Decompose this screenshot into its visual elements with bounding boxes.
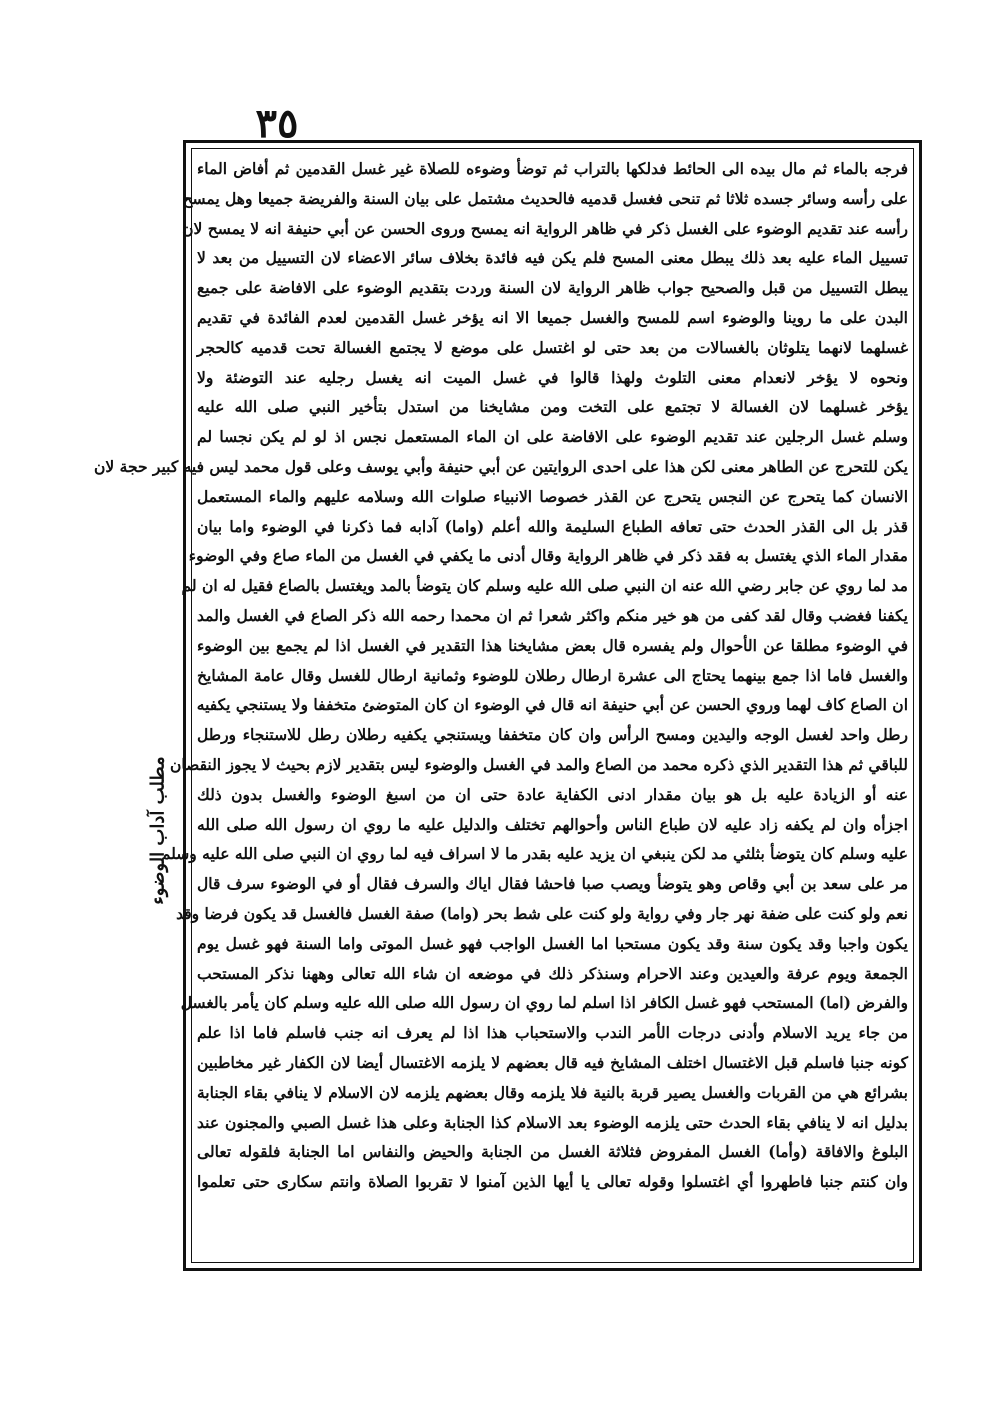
text-line: البلوغ والافاقة (وأما) الغسل المفروض فثلاثة الغسل من الجنابة والحيض والنفاس اما الجنابة فلقوله تعالى <box>197 1142 908 1162</box>
text-line: والغسل فاما اذا جمع بينهما يحتاج الى عشرة ارطال رطلان للوضوء وثمانية ارطال للغسل وقال عامة المشايخ <box>197 665 908 685</box>
text-line: للباقي ثم هذا التقدير الذي ذكره محمد من الصاع والمد في الغسل والوضوء ليس بتقدير لازم بحيث لا يجوز النقصان <box>170 754 908 774</box>
text-line: ان الصاع كاف لهما وروي الحسن عن أبي حنيفة انه قال في الوضوء ان كان المتوضئ متخففا ولا يستنجي يكفيه <box>196 695 908 715</box>
text-line: يكون واجبا وقد يكون سنة وقد يكون مستحبا اما الغسل الواجب فهو غسل الموتى واما السنة فهو غسل يوم <box>197 933 908 953</box>
text-line: نعم ولو كنت على ضفة نهر جار وفي رواية ولو كنت على شط بحر (واما) صفة الغسل فالغسل قد يكون فرضا وقد <box>176 903 908 923</box>
margin-note <box>138 640 178 1020</box>
text-line: قذر بل الى القذر الحدث حتى تعافه الطباع السليمة والله أعلم (واما) آدابه فما ذكرنا في الوضوء واما بيان <box>197 516 908 536</box>
text-line: من جاء يريد الاسلام وأدنى درجات الأمر الندب والاستحباب هذا اذا لم يعرف انه جنب فاسلم فاما اذا علم <box>197 1023 908 1043</box>
text-line: البدن على ما روينا والوضوء اسم للمسح والغسل جميعا الا انه يؤخر غسل القدمين لعدم الفائدة في تقديم <box>197 307 908 327</box>
text-line: يبطل التسييل من قبل والصحيح جواب ظاهر الرواية لان السنة وردت بتقديم الوضوء على الافاضة على جميع <box>197 278 908 298</box>
text-line: ونحوه لا يؤخر لانعدام معنى التلوث ولهذا قالوا في غسل الميت انه يغسل رجليه عند التوضئة ولا <box>197 367 908 387</box>
page-number: ٣٥ <box>255 100 299 147</box>
text-line: في الوضوء مطلقا عن الأحوال ولم يفسره قال بعض مشايخنا هذا التقدير في الغسل اذا لم يجمع بين الوضوء <box>197 635 908 655</box>
text-line: رأسه عند تقديم الوضوء على الغسل ذكر في ظاهر الرواية انه يمسح وروى الحسن عن أبي حنيفة انه لا يمسح لان <box>182 218 908 238</box>
text-line: اجزأه وان لم يكفه زاد عليه لان طباع الناس وأحوالهم تختلف والدليل عليه ما روي ان رسول الله صلى الله <box>197 814 908 834</box>
text-line: الانسان كما يتحرج عن النجس يتحرج عن القذر خصوصا الانبياء صلوات الله وسلامه عليهم والماء المستعمل <box>197 486 908 506</box>
text-line: يكفنا فغضب وقال لقد كفى من هو خير منكم واكثر شعرا ثم ان محمدا رحمه الله ذكر الصاع في الغسل والمد <box>197 605 908 625</box>
text-line: عليه وسلم كان يتوضأ بثلثي مد لكن ينبغي ان يزيد عليه بقدر ما لا اسراف فيه لما روي ان النبي صلى الله عليه وسلم <box>160 844 908 864</box>
margin-note-text: مطلب آداب الوضوء <box>147 755 169 905</box>
text-line: تسييل الماء عليه بعد ذلك يبطل معنى المسح فلم يكن فيه فائدة بخلاف سائر الاعضاء لان التسييل من بعد لا <box>197 248 908 268</box>
text-line: والفرض (اما) المستحب فهو غسل الكافر اذا اسلم لما روي ان رسول الله صلى الله عليه وسلم كان يأمر بالغسل <box>180 993 908 1013</box>
text-line: مر على سعد بن أبي وقاص وهو يتوضأ ويصب صبا فاحشا فقال اياك والسرف فقال أو في الوضوء سرف قال <box>197 874 908 894</box>
text-line: يكن للتحرج عن الطاهر معنى لكن هذا على احدى الروايتين عن أبي حنيفة وأبي يوسف وعلى قول محمد ليس فيه كبير حجة لان <box>94 456 908 476</box>
text-line: مد لما روي عن جابر رضي الله عنه ان النبي صلى الله عليه وسلم كان يتوضأ بالمد ويغتسل بالصاع فقيل له ان لم <box>181 576 908 596</box>
text-line: بشرائع هي من القربات والغسل يصير قربة بالنية فلا يلزمه وقال بعضهم يلزمه لان الاسلام لا ينافي بقاء الجنابة <box>197 1082 908 1102</box>
text-line <box>197 1197 908 1227</box>
text-line: وان كنتم جنبا فاطهروا أي اغتسلوا وقوله تعالى يا أيها الذين آمنوا لا تقربوا الصلاة وانتم سكارى حتى تعلموا <box>197 1172 908 1192</box>
text-line: غسلهما لانهما يتلوثان بالغسالات من بعد حتى لو اغتسل على موضع لا يجتمع الغسالة تحت قدميه كالحجر <box>197 337 908 357</box>
text-line <box>197 1227 908 1257</box>
text-line: كونه جنبا فاسلم قبل الاغتسال اختلف المشايخ فيه قال بعضهم لا يلزمه الاغتسال أيضا لان الكفار غير مخاطبين <box>197 1052 908 1072</box>
text-line: مقدار الماء الذي يغتسل به فقد ذكر في ظاهر الرواية وقال أدنى ما يكفي في الغسل من الماء صاع وفي الوضوء <box>188 546 908 566</box>
text-line: يؤخر غسلهما لان الغسالة لا تجتمع على التخت ومن مشايخنا من استدل بتأخير النبي صلى الله عليه <box>197 397 908 417</box>
text-line: فرجه بالماء ثم مال بيده الى الحائط فدلكها بالتراب ثم توضأ وضوءه للصلاة غير غسل القدمين ثم أفاض الماء <box>197 159 908 178</box>
text-line: رطل واحد لغسل الوجه واليدين ومسح الرأس وان كان متخففا ويستنجي يكفيه رطلان رطل للاستنجاء ورطل <box>197 725 908 745</box>
text-line: الجمعة ويوم عرفة والعيدين وعند الاحرام وسنذكر ذلك في موضعه ان شاء الله تعالى وههنا نذكر المستحب <box>197 963 908 983</box>
text-line: وسلم غسل الرجلين عند تقديم الوضوء على الافاضة على ان الماء المستعمل نجس اذ لو لم يكن نجسا لم <box>197 427 908 447</box>
text-line: عنه أو الزيادة عليه بل هو بيان مقدار ادنى الكفاية عادة حتى ان من اسبغ الوضوء والغسل بدون ذلك <box>197 784 908 804</box>
text-line: على رأسه وسائر جسده ثلاثا ثم تنحى فغسل قدميه فالحديث مشتمل على بيان السنة والفريضة جميعا وهل يمسح <box>182 188 908 208</box>
text-line: بدليل انه لا ينافي بقاء الحدث حتى يلزمه الوضوء بعد الاسلام كذا الجنابة وعلى هذا غسل الصبي والمجنون عند <box>197 1112 908 1132</box>
